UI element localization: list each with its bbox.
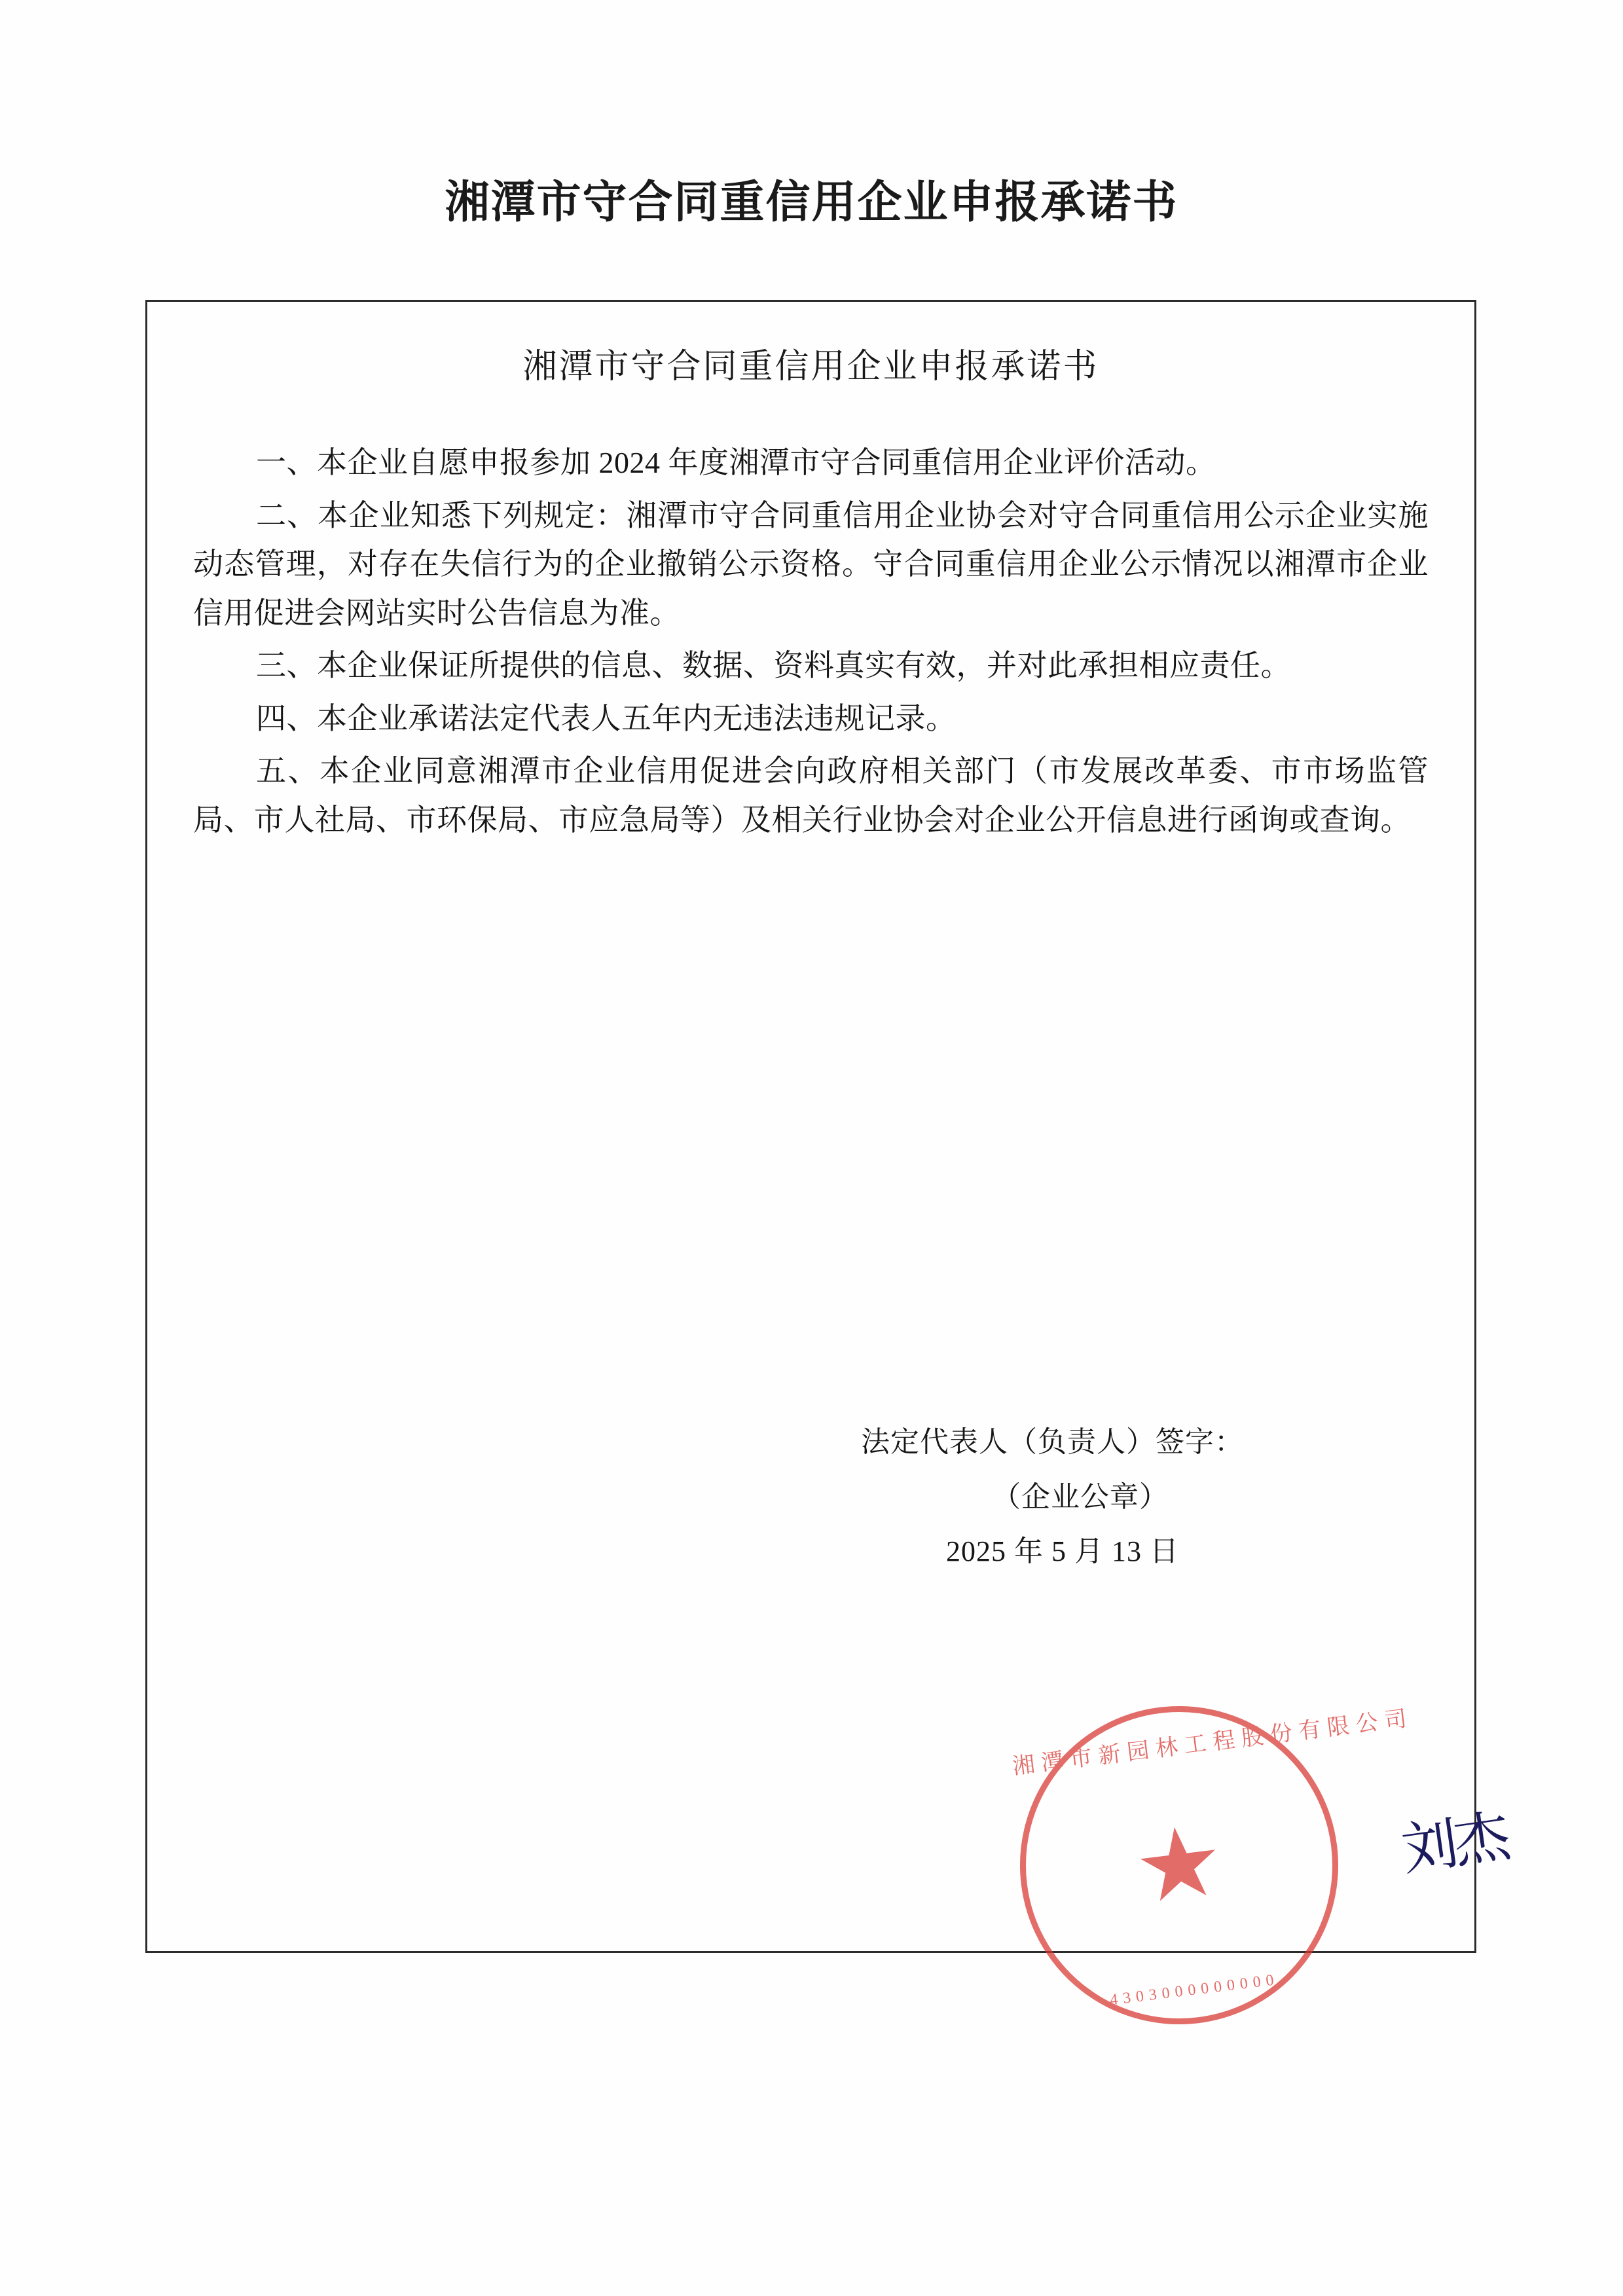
signature-block — [841, 1415, 1431, 1579]
date-label: 2025 年 5 月 13 日 — [946, 1535, 1179, 1568]
seal-registration-number: 4303000000000 — [1108, 1971, 1281, 2009]
paragraph-4: 四、本企业承诺法定代表人五年内无违法违规记录。 — [256, 701, 957, 735]
star-icon: ★ — [1129, 1806, 1230, 1925]
paragraph-3: 三、本企业保证所提供的信息、数据、资料真实有效，并对此承担相应责任。 — [256, 649, 1291, 683]
content-frame — [145, 300, 1511, 2009]
content-body — [193, 338, 1429, 848]
company-seal-stamp — [1002, 1688, 1415, 2043]
paragraph-5: 五、本企业同意湘潭市企业信用促进会向政府相关部门（市发展改革委、市市场监管局、市人社局、市环保局、市应急局等）及相关行业协会对企业公开信息进行函询或查询。 — [193, 754, 1429, 837]
company-seal-label: （企业公章） — [992, 1480, 1169, 1513]
legal-representative-signature-label: 法定代表人（负责人）签字： — [861, 1426, 1244, 1458]
page-title: 湘潭市守合同重信用企业申报承诺书 — [445, 177, 1178, 227]
content-heading: 湘潭市守合同重信用企业申报承诺书 — [522, 348, 1099, 386]
paragraph-2: 二、本企业知悉下列规定：湘潭市守合同重信用企业协会对守合同重信用公示企业实施动态管理，对存在失信行为的企业撤销公示资格。守合同重信用企业公示情况以湘潭市企业信用促进会网站实时公告信息为准。 — [193, 498, 1429, 630]
seal-company-name: 湘潭市新园林工程股份有限公司 — [1011, 1705, 1415, 1779]
handwritten-signature: 刘杰 — [1397, 1804, 1511, 1884]
paragraph-1: 一、本企业自愿申报参加 2024 年度湘潭市守合同重信用企业评价活动。 — [256, 446, 1216, 479]
